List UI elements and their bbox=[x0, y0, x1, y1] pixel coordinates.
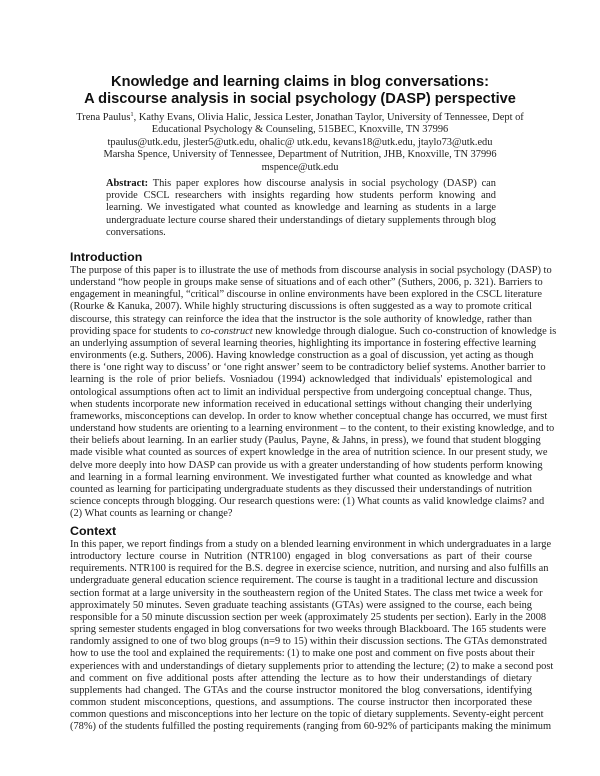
abstract-label: Abstract: bbox=[106, 178, 149, 189]
author-block bbox=[40, 112, 560, 174]
second-affiliation: Marsha Spence, University of Tennessee, Department of Nutrition, JHB, Knoxville, TN 37996 bbox=[103, 149, 497, 161]
text-line: introductory lecture course in Nutrition (NTR100) engaged in blog conversations as part of their course bbox=[70, 551, 532, 563]
text-line: frameworks, misconceptions can develop. In order to know whether conceptual change has occurred, we must first bbox=[70, 410, 548, 422]
text-line: how to use the tool and explained the requirements: (1) to make one post and comment on five posts about their bbox=[70, 648, 535, 660]
first-author-name: Trena Paulus bbox=[76, 112, 131, 123]
text-line: counted as learning for participating undergraduate students as they discussed their understandings of nutrition bbox=[70, 483, 532, 495]
text-line: science concepts through blogging. Our research questions were: (1) What counts as valid knowledge claims? and bbox=[70, 495, 545, 507]
text-line: discourse, this strategy can reinforce the idea that the instructor is the sole authority of knowledge, rather than bbox=[70, 313, 532, 325]
text-line: made visible what counted as sources of expert knowledge in the area of nutrition science. In our present study, we bbox=[70, 447, 548, 459]
abstract bbox=[106, 178, 496, 239]
authors-affiliation: Educational Psychology & Counseling, 515BEC, Knoxville, TN 37996 bbox=[151, 124, 449, 136]
footnote-marker: 1 bbox=[130, 111, 134, 118]
text-fragment: new knowledge through dialogue. Such co-construction of knowledge is bbox=[252, 325, 557, 337]
text-line: In this paper, we report findings from a study on a blended learning environment in which undergraduates in a large bbox=[70, 539, 552, 550]
text-line: delve more deeply into how DASP can provide us with a greater understanding of how students perform knowing bbox=[70, 459, 543, 471]
title-line-1: Knowledge and learning claims in blog conversations: bbox=[111, 74, 489, 90]
authors-emails: tpaulus@utk.edu, jlester5@utk.edu, ohalic@ utk.edu, kevans18@utk.edu, jtaylo73@utk.edu bbox=[107, 136, 493, 148]
abstract-text: This paper explores how discourse analysis in social psychology (DASP) can provide CSCL researchers with insights regarding how students perform knowing and learning. We investigated what counted as knowledge and learning as students in a large undergraduate lecture course shared their understandings of dietary supplements through blog conversations. bbox=[106, 178, 496, 238]
text-line: their beliefs about learning. In an earlier study (Paulus, Payne, & Jahns, in press), we found that student blogging bbox=[70, 435, 541, 447]
text-line bbox=[70, 325, 557, 338]
text-line: The purpose of this paper is to illustrate the use of methods from discourse analysis in social psychology (DASP) to bbox=[70, 265, 552, 276]
text-line: understand “how people in groups make sense of situations and of each other” (Suthers, 2006, p. 321). Barriers to bbox=[70, 277, 543, 289]
text-line: supplements had changed. The GTAs and the course instructor monitored the blog conversations, identifying bbox=[70, 684, 532, 696]
text-line: an underlying assumption of several learning theories, highlighting its importance in fostering effective learning bbox=[70, 337, 537, 349]
section-heading-introduction: Introduction bbox=[70, 250, 143, 264]
section-heading-context: Context bbox=[70, 524, 117, 538]
text-line: and learning in a formal learning environment. We investigated further what counted as knowledge and what bbox=[70, 471, 532, 483]
text-line: and comment on five additional posts after attending the lecture as to how their understandings of dietary bbox=[70, 672, 532, 684]
introduction-body bbox=[70, 265, 557, 520]
title-line-2: A discourse analysis in social psychology (DASP) perspective bbox=[84, 91, 516, 107]
text-line: ontological assumptions often act to limit an individual perspective from undergoing conceptual change. Thus, bbox=[70, 386, 532, 398]
authors-line-1 bbox=[40, 112, 560, 124]
co-author-names: , Kathy Evans, Olivia Halic, Jessica Lester, Jonathan Taylor, University of Tennessee, Dept of bbox=[133, 112, 524, 123]
text-line: section format at a large university in the southeastern region of the United States. The class met twice a week for bbox=[70, 587, 543, 599]
text-line: common student misconceptions, questions, and assumptions. The course instructor then incorporated these bbox=[70, 697, 532, 709]
text-line: engagement in meaningful, “critical” discourse in online environments have been explored in the CSCL literature bbox=[70, 289, 542, 301]
text-fragment: providing space for students to bbox=[70, 325, 201, 337]
text-line: (Rourke & Kanuka, 2007). While highly structuring discussions is often suggested as a way to promote critical bbox=[70, 301, 532, 313]
text-line: spring semester students engaged in blog conversations for two weeks through Blackboard. The 165 students were bbox=[70, 624, 546, 636]
paper-title bbox=[0, 74, 600, 108]
text-line: (78%) of the students fulfilled the posting requirements (ranging from 60-92% of participants making the minimum bbox=[70, 721, 552, 733]
text-line: approximately 50 minutes. Seven graduate teaching assistants (GTAs) were assigned to the course, each being bbox=[70, 599, 532, 611]
text-line: (2) What counts as learning or change? bbox=[70, 508, 233, 520]
second-email: mspence@utk.edu bbox=[261, 161, 339, 173]
text-line: common questions and misconceptions into her lecture on the topic of dietary supplements. Seventy-eight percent bbox=[70, 709, 544, 721]
text-line: learning is the role of prior beliefs. Vosniadou (1994) acknowledged that individuals' epistemological and bbox=[70, 374, 532, 386]
text-line: undergraduate general education science requirement. The course is taught in a traditional lecture and discussion bbox=[70, 575, 538, 587]
text-line: environments (e.g. Suthers, 2006). Having knowledge construction as a goal of discussion, yet acting as though bbox=[70, 350, 534, 362]
text-line: there is ‘one right way to discuss’ or ‘one right answer’ seem to be contradictory belief systems. Another barrier to bbox=[70, 362, 546, 374]
text-line: understand how students are orienting to a learning environment – to the content, to their existing knowledge, and to bbox=[70, 423, 555, 435]
emphasis-text: co-construct bbox=[200, 325, 253, 337]
text-line: when students incorporate new information received in educational settings without changing their underlying bbox=[70, 398, 532, 410]
text-line: experiences with and understandings of dietary supplements prior to attending the lecture; (2) to make a second post bbox=[70, 660, 554, 672]
text-line: responsible for a 50 minute discussion section per week (approximately 25 students per section). Early in the 2008 bbox=[70, 611, 547, 623]
context-body bbox=[70, 539, 554, 734]
text-line: requirements. NTR100 is required for the B.S. degree in exercise science, nutrition, and nursing and also fulfills an bbox=[70, 563, 549, 575]
text-line: randomly assigned to one of two blog groups (n=9 to 15) within their discussion sections. The GTAs demonstrated bbox=[70, 636, 547, 648]
